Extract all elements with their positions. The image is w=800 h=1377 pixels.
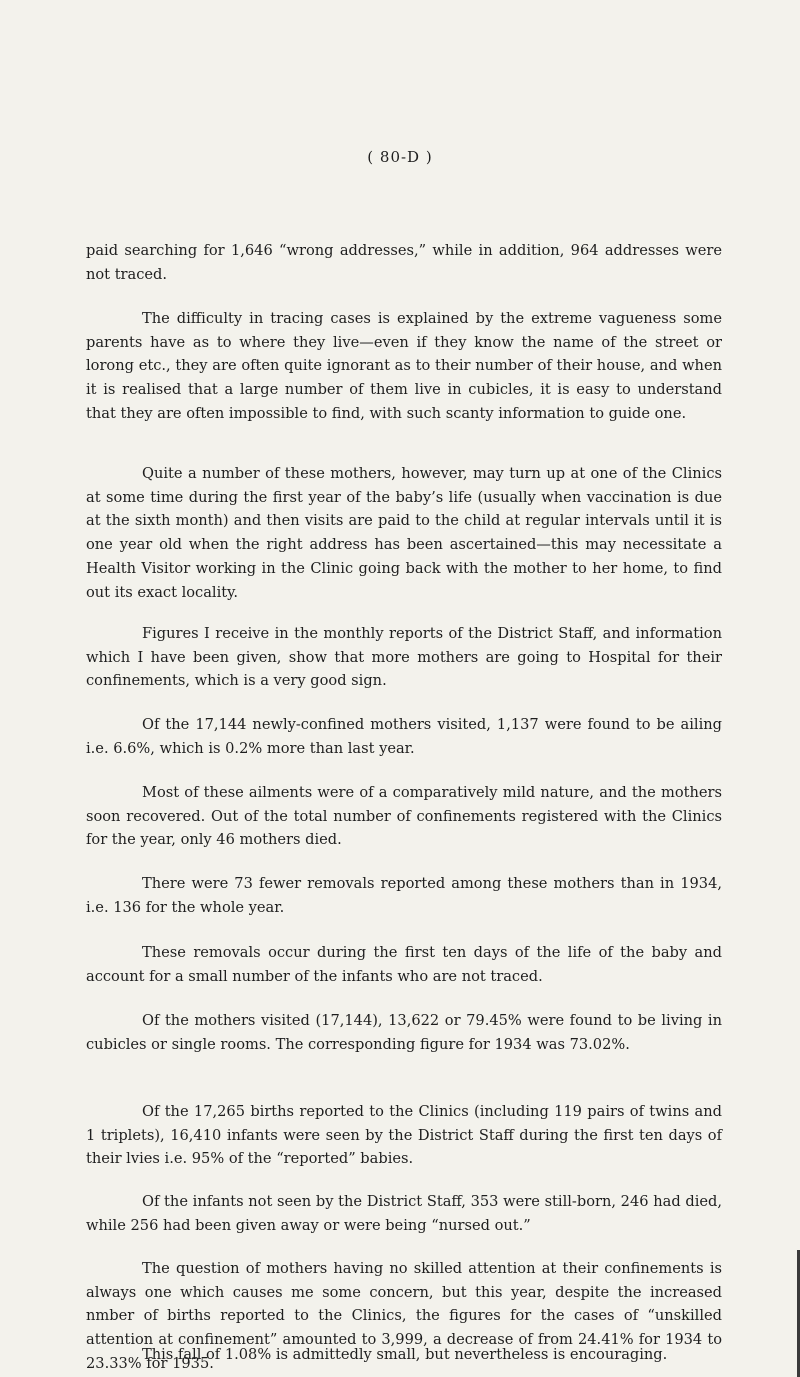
paragraph-3: Quite a number of these mothers, however, may turn up at one of the Clinics at some time during the first year of the baby’s life (usually when vaccination is due at the sixth month) and then visits are paid to the child at regular intervals until it is one year old when the right address has been ascertained—this may necessitate a Health Visitor working in the Clinic going back with the mother to her home, to find out its exact locality. [86,465,722,601]
paragraph-13: This fall of 1.08% is admittedly small, but nevertheless is encouraging. [142,1346,668,1363]
paragraph-4: Figures I receive in the monthly reports of the District Staff, and information which I have been given, show that more mothers are going to Hospital for their confinements, which is a very good sign. [86,625,722,690]
paragraph-11: Of the infants not seen by the District Staff, 353 were still-born, 246 had died, while 256 had been given away or were being “nursed out.” [86,1193,722,1234]
paragraph-1: paid searching for 1,646 “wrong addresses,” while in addition, 964 addresses were not traced. [86,242,722,283]
paragraph-5: Of the 17,144 newly-confined mothers visited, 1,137 were found to be ailing i.e. 6.6%, which is 0.2% more than last year. [86,716,722,757]
paragraph-2: The difficulty in tracing cases is explained by the extreme vagueness some parents have as to where they live—even if they know the name of the street or lorong etc., they are often quite ignorant as to their number of their house, and when it is realised that a large number of them live in cubicles, it is easy to understand that they are often impossible to find, with such scanty information to guide one. [86,310,722,422]
paragraph-6: Most of these ailments were of a comparatively mild nature, and the mothers soon recovered. Out of the total number of confinements registered with the Clinics for the year, only 46 mothers died. [86,784,722,849]
paragraph-7: There were 73 fewer removals reported among these mothers than in 1934, i.e. 136 for the whole year. [86,875,722,916]
paragraph-9: Of the mothers visited (17,144), 13,622 or 79.45% were found to be living in cubicles or single rooms. The corresponding figure for 1934 was 73.02%. [86,1012,722,1053]
paragraph-8: These removals occur during the first ten days of the life of the baby and account for a small number of the infants who are not traced. [86,944,722,985]
paragraph-10: Of the 17,265 births reported to the Clinics (including 119 pairs of twins and 1 triplets), 16,410 infants were seen by the District Staff during the first ten days of their lvies i.e. 95% of the “reported” babies. [86,1103,722,1168]
page-header: ( 80-D ) [367,148,433,166]
paragraph-12: The question of mothers having no skilled attention at their confinements is always one which causes me some concern, but this year, despite the increased nmber of births reported to the Clinics, the figures for the cases of “unskilled attention at confinement” amounted to 3,999, a decrease of from 24.41% for 1934 to 23.33% for 1935. [86,1260,722,1372]
